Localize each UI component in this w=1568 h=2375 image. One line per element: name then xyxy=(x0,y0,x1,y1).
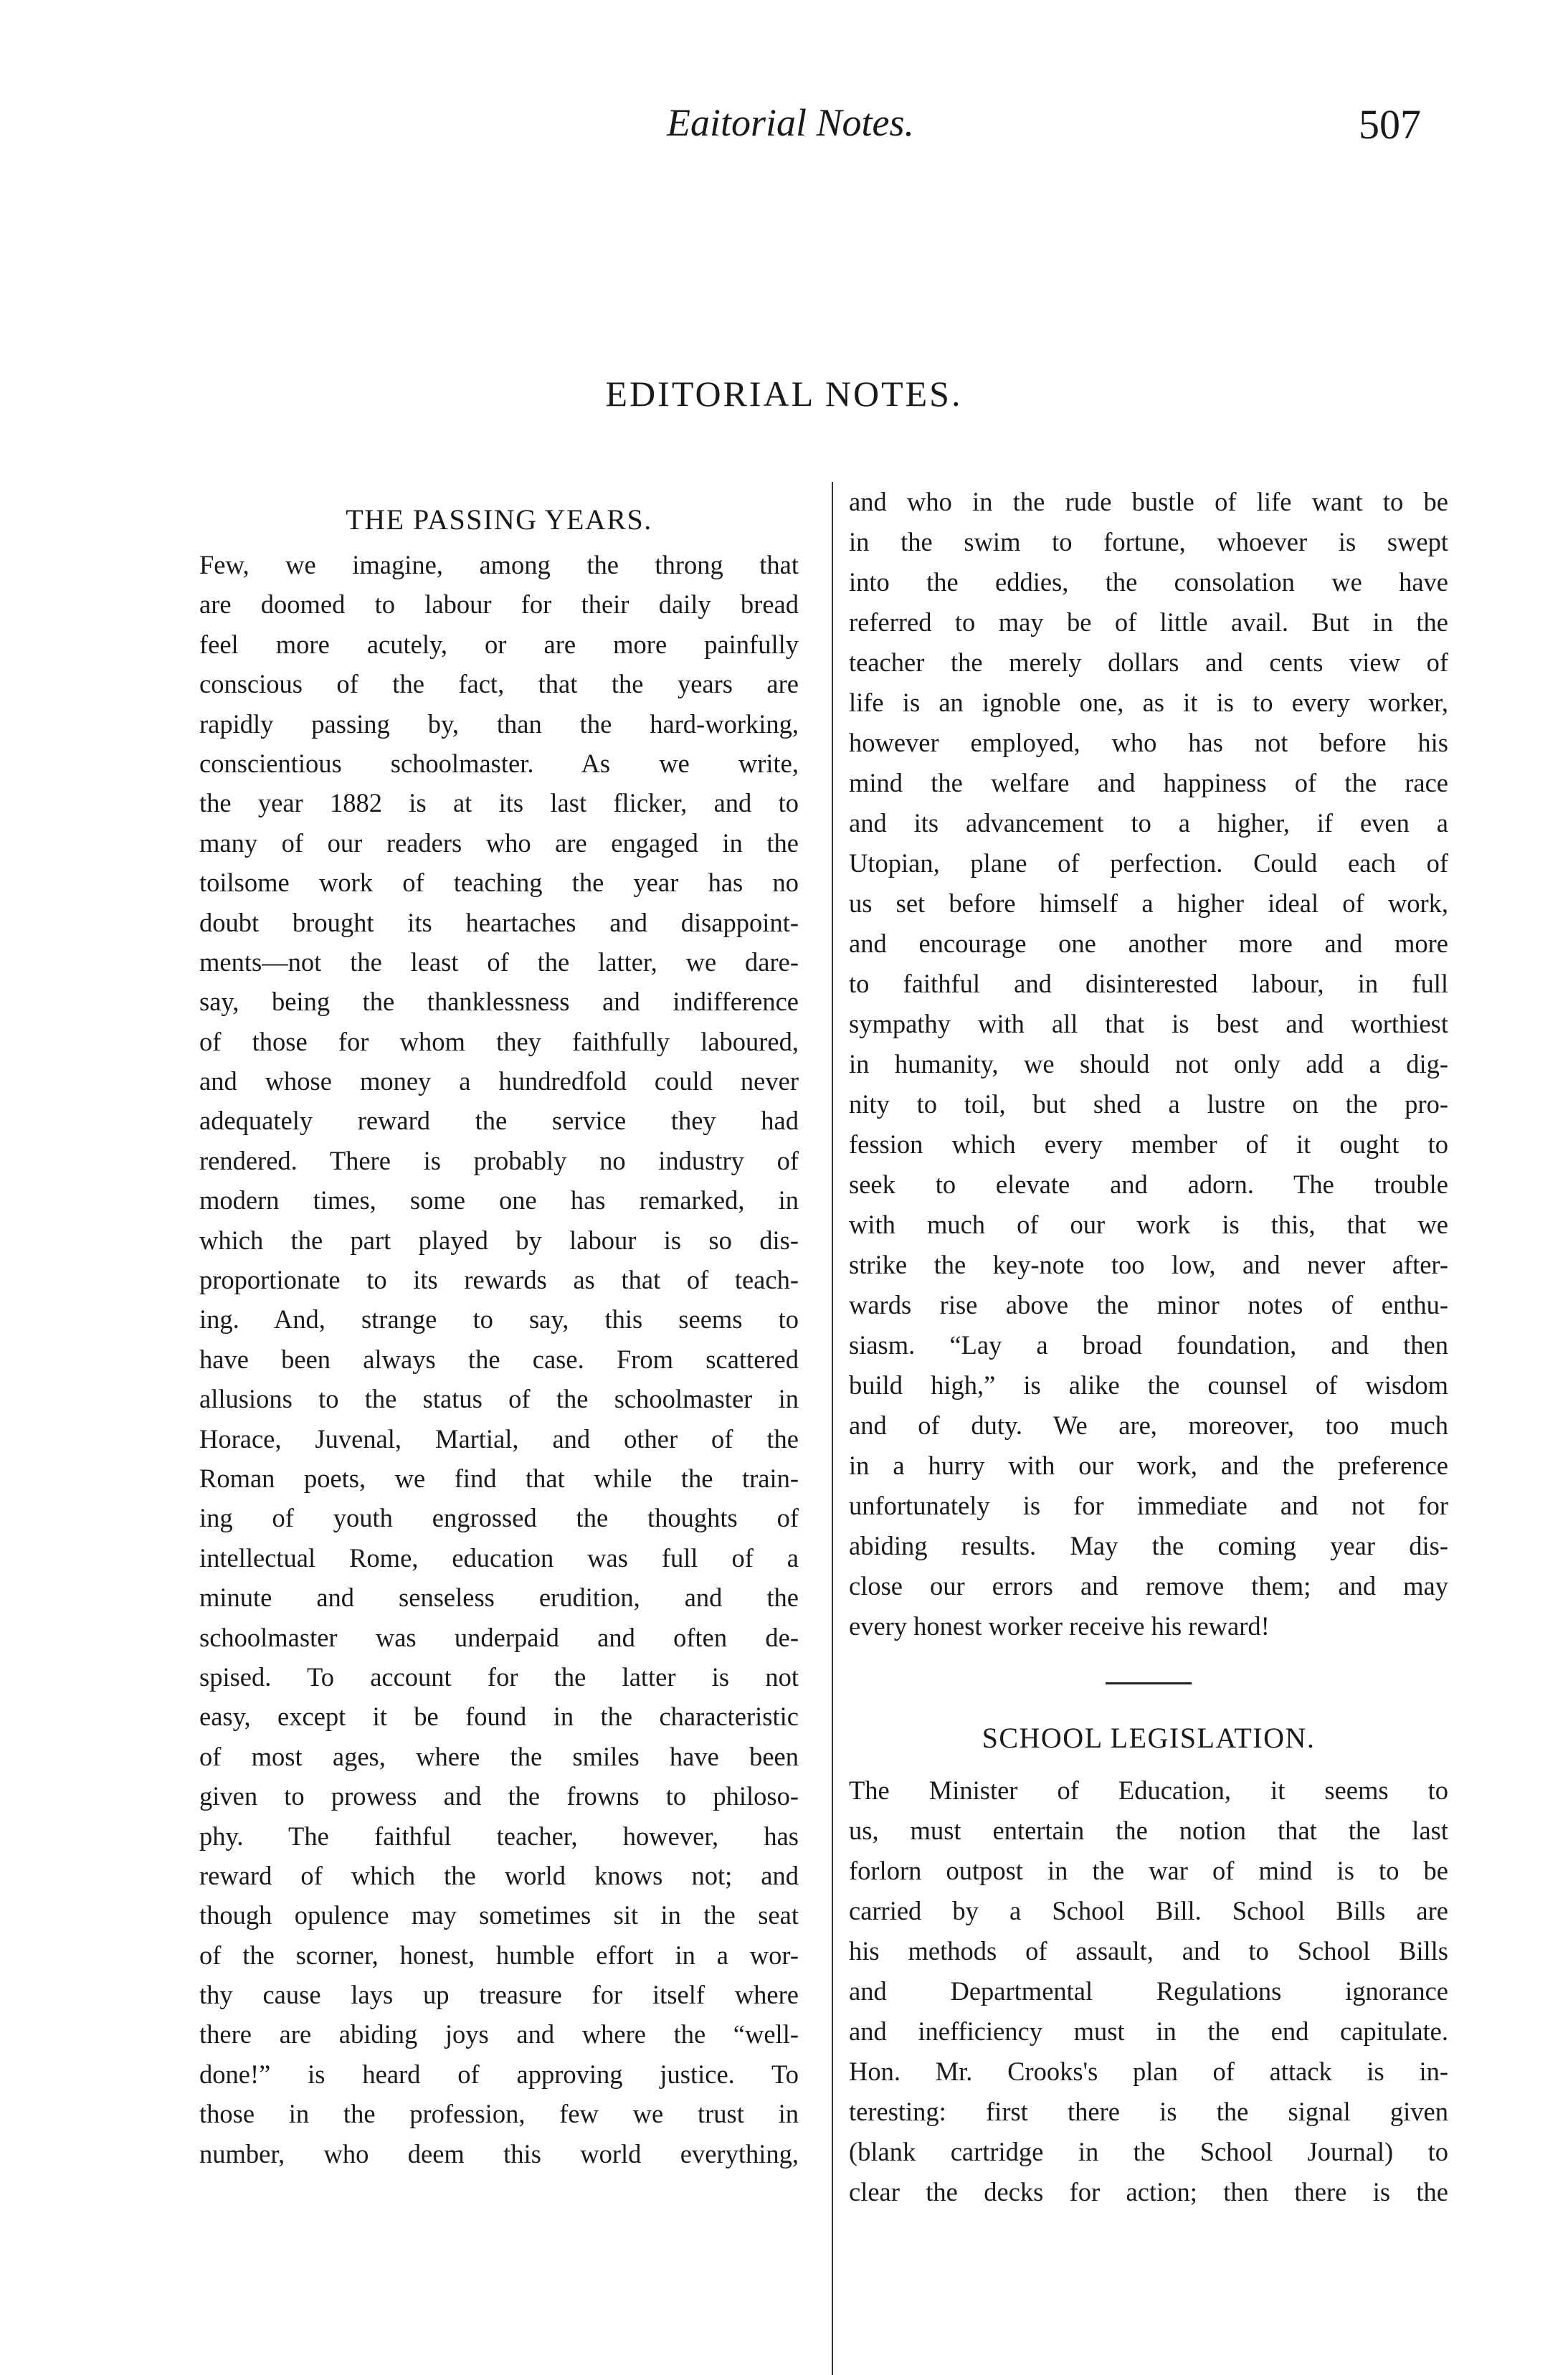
text-line: unfortunately is for immediate and not for xyxy=(849,1491,1448,1520)
text-line: in the swim to fortune, whoever is swept xyxy=(849,527,1448,556)
text-line: build high,” is alike the counsel of wisdom xyxy=(849,1370,1448,1400)
text-line: toilsome work of teaching the year has no xyxy=(199,868,799,898)
text-line: many of our readers who are engaged in the xyxy=(199,828,799,858)
text-line: his methods of assault, and to School Bills xyxy=(849,1936,1448,1966)
text-line: fession which every member of it ought to xyxy=(849,1129,1448,1159)
text-line: done!” is heard of approving justice. To xyxy=(199,2059,799,2089)
text-line: teresting: first there is the signal given xyxy=(849,2097,1448,2126)
text-line: clear the decks for action; then there is the xyxy=(849,2177,1448,2206)
text-line: of those for whom they faithfully laboured, xyxy=(199,1026,799,1056)
text-line: to faithful and disinterested labour, in full xyxy=(849,969,1448,998)
text-line: though opulence may sometimes sit in the seat xyxy=(199,1900,799,1930)
text-line: ing. And, strange to say, this seems to xyxy=(199,1304,799,1335)
text-line: us set before himself a higher ideal of work, xyxy=(849,888,1448,918)
text-line: teacher the merely dollars and cents view of xyxy=(849,648,1448,677)
text-line: in a hurry with our work, and the preference xyxy=(849,1451,1448,1480)
text-line: allusions to the status of the schoolmaster in xyxy=(199,1384,799,1414)
text-line: modern times, some one has remarked, in xyxy=(199,1185,799,1215)
text-line: proportionate to its rewards as that of teach- xyxy=(199,1265,799,1295)
text-line: in humanity, we should not only add a dig- xyxy=(849,1049,1448,1079)
text-line: and inefficiency must in the end capitulate. xyxy=(849,2016,1448,2046)
running-head-title: Eaitorial Notes. xyxy=(667,101,915,144)
text-line: of most ages, where the smiles have been xyxy=(199,1741,799,1771)
text-line: forlorn outpost in the war of mind is to be xyxy=(849,1856,1448,1885)
right-column xyxy=(849,482,1448,2212)
text-line: wards rise above the minor notes of enthu- xyxy=(849,1290,1448,1319)
text-line: The Minister of Education, it seems to xyxy=(849,1776,1448,1805)
text-line: strike the key-note too low, and never after- xyxy=(849,1250,1448,1279)
section-separator xyxy=(1106,1682,1192,1684)
text-line: which the part played by labour is so dis- xyxy=(199,1225,799,1255)
text-line: conscious of the fact, that the years are xyxy=(199,669,799,699)
text-line: ments—not the least of the latter, we dare- xyxy=(199,947,799,977)
left-column-text xyxy=(199,545,799,2173)
text-line: siasm. “Lay a broad foundation, and then xyxy=(849,1330,1448,1360)
article-heading-school-legislation: SCHOOL LEGISLATION. xyxy=(982,1722,1316,1754)
text-line: and encourage one another more and more xyxy=(849,929,1448,958)
text-line: feel more acutely, or are more painfully xyxy=(199,629,799,659)
text-line: and whose money a hundredfold could never xyxy=(199,1066,799,1096)
text-line: seek to elevate and adorn. The trouble xyxy=(849,1170,1448,1199)
right-column-text-part1 xyxy=(849,482,1448,1646)
text-line: (blank cartridge in the School Journal) to xyxy=(849,2137,1448,2166)
text-line: reward of which the world knows not; and xyxy=(199,1860,799,1890)
text-line: nity to toil, but shed a lustre on the pro- xyxy=(849,1089,1448,1119)
text-line: are doomed to labour for their daily bread xyxy=(199,589,799,620)
text-line: mind the welfare and happiness of the race xyxy=(849,768,1448,797)
text-line: ing of youth engrossed the thoughts of xyxy=(199,1503,799,1533)
text-line: into the eddies, the consolation we have xyxy=(849,567,1448,597)
right-column-text-part2 xyxy=(849,1770,1448,2212)
text-line: thy cause lays up treasure for itself where xyxy=(199,1980,799,2010)
text-line: the year 1882 is at its last flicker, and to xyxy=(199,788,799,818)
text-line: Roman poets, we find that while the train- xyxy=(199,1463,799,1493)
column-divider xyxy=(832,482,833,2375)
text-line: and of duty. We are, moreover, too much xyxy=(849,1411,1448,1440)
text-line: phy. The faithful teacher, however, has xyxy=(199,1821,799,1851)
text-line: rendered. There is probably no industry of xyxy=(199,1145,799,1175)
text-line: us, must entertain the notion that the last xyxy=(849,1816,1448,1845)
text-line: spised. To account for the latter is not xyxy=(199,1661,799,1692)
text-line: have been always the case. From scattered xyxy=(199,1344,799,1374)
left-column xyxy=(199,495,799,2173)
text-line: number, who deem this world everything, xyxy=(199,2138,799,2168)
text-line: rapidly passing by, than the hard-working, xyxy=(199,708,799,739)
text-line: easy, except it be found in the characteristic xyxy=(199,1702,799,1732)
text-line: given to prowess and the frowns to philoso- xyxy=(199,1781,799,1811)
text-line: doubt brought its heartaches and disappoint- xyxy=(199,907,799,937)
text-line: every honest worker receive his reward! xyxy=(849,1611,1270,1641)
text-line: referred to may be of little avail. But in the xyxy=(849,607,1448,637)
text-line: minute and senseless erudition, and the xyxy=(199,1583,799,1613)
text-line: intellectual Rome, education was full of a xyxy=(199,1542,799,1573)
text-line: there are abiding joys and where the “well- xyxy=(199,2019,799,2049)
text-line: sympathy with all that is best and worthiest xyxy=(849,1009,1448,1038)
text-line: of the scorner, honest, humble effort in a wor- xyxy=(199,1940,799,1970)
text-line: Utopian, plane of perfection. Could each of xyxy=(849,848,1448,878)
text-line: with much of our work is this, that we xyxy=(849,1210,1448,1239)
text-line: and its advancement to a higher, if even a xyxy=(849,808,1448,838)
text-line: those in the profession, few we trust in xyxy=(199,2099,799,2129)
text-line: close our errors and remove them; and may xyxy=(849,1571,1448,1601)
text-line: conscientious schoolmaster. As we write, xyxy=(199,748,799,778)
text-line: and who in the rude bustle of life want to be xyxy=(849,487,1448,516)
text-line: schoolmaster was underpaid and often de- xyxy=(199,1622,799,1652)
text-line: life is an ignoble one, as it is to every worker, xyxy=(849,688,1448,717)
article-heading-passing-years: THE PASSING YEARS. xyxy=(346,503,652,536)
page-number: 507 xyxy=(1359,101,1421,148)
text-line: abiding results. May the coming year dis- xyxy=(849,1531,1448,1560)
text-line: Few, we imagine, among the throng that xyxy=(199,550,799,579)
text-line: adequately reward the service they had xyxy=(199,1106,799,1136)
text-line: Hon. Mr. Crooks's plan of attack is in- xyxy=(849,2057,1448,2086)
text-line: say, being the thanklessness and indifference xyxy=(199,987,799,1017)
text-line: Horace, Juvenal, Martial, and other of the xyxy=(199,1423,799,1454)
text-line: and Departmental Regulations ignorance xyxy=(849,1976,1448,2006)
section-title: EDITORIAL NOTES. xyxy=(605,374,963,414)
text-line: however employed, who has not before his xyxy=(849,728,1448,757)
text-line: carried by a School Bill. School Bills are xyxy=(849,1896,1448,1925)
